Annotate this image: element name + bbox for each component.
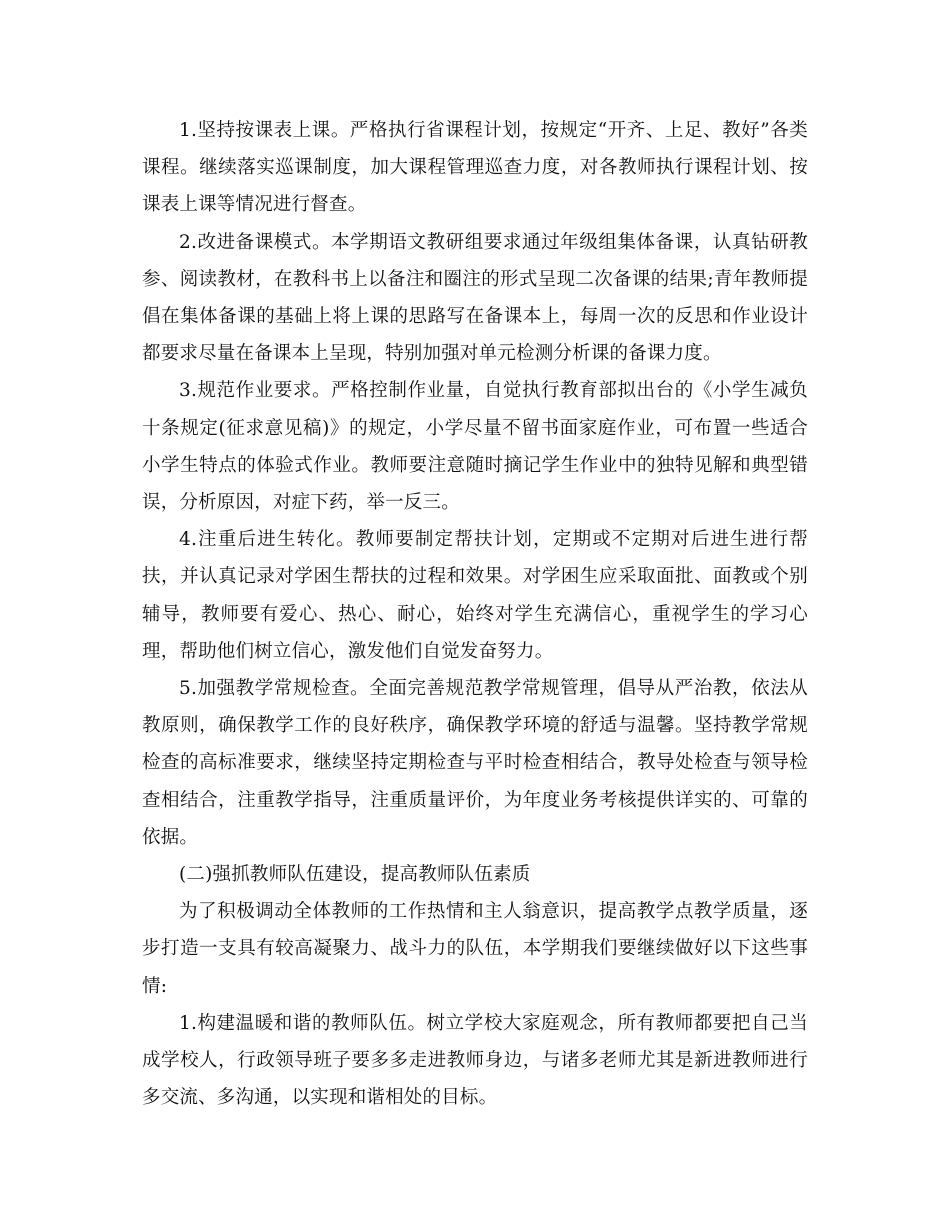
paragraph-harmonious-team: 1.构建温暖和谐的教师队伍。树立学校大家庭观念，所有教师都要把自己当成学校人，行政领导班子要多多走进教师身边，与诸多老师尤其是新进教师进行多交流、多沟通，以实现和谐相处的目标。	[142, 1012, 808, 1109]
section-heading-teacher-team: (二)强抓教师队伍建设，提高教师队伍素质	[179, 864, 531, 886]
document-body	[142, 112, 808, 1116]
paragraph-routine-inspection: 5.加强教学常规检查。全面完善规范教学常规管理，倡导从严治教，依法从教原则，确保教学工作的良好秩序，确保教学环境的舒适与温馨。坚持教学常规检查的高标准要求，继续坚持定期检查与平时检查相结合，教导处检查与领导检查相结合，注重教学指导，注重质量评价，为年度业务考核提供详实的、可靠的依据。	[142, 678, 808, 848]
paragraph-class-schedule: 1.坚持按课表上课。严格执行省课程计划，按规定“开齐、上足、教好”各类课程。继续落实巡课制度，加大课程管理巡查力度，对各教师执行课程计划、按课表上课等情况进行督查。	[142, 120, 808, 216]
paragraph-homework: 3.规范作业要求。严格控制作业量，自觉执行教育部拟出台的《小学生减负十条规定(征求意见稿)》的规定，小学尽量不留书面家庭作业，可布置一些适合小学生特点的体验式作业。教师要注意随时摘记学生作业中的独特见解和典型错误，分析原因，对症下药，举一反三。	[142, 380, 808, 514]
paragraph-lesson-prep: 2.改进备课模式。本学期语文教研组要求通过年级组集体备课，认真钻研教参、阅读教材，在教科书上以备注和圈注的形式呈现二次备课的结果;青年教师提倡在集体备课的基础上将上课的思路写在备课本上，每周一次的反思和作业设计都要求尽量在备课本上呈现，特别加强对单元检测分析课的备课力度。	[142, 231, 808, 365]
paragraph-struggling-students: 4.注重后进生转化。教师要制定帮扶计划，定期或不定期对后进生进行帮扶，并认真记录对学困生帮扶的过程和效果。对学困生应采取面批、面教或个别辅导，教师要有爱心、热心、耐心，始终对学生充满信心，重视学生的学习心理，帮助他们树立信心，激发他们自觉发奋努力。	[142, 529, 808, 662]
paragraph-team-intro: 为了积极调动全体教师的工作热情和主人翁意识，提高教学点教学质量，逐步打造一支具有较高凝聚力、战斗力的队伍，本学期我们要继续做好以下这些事情:	[142, 901, 808, 997]
